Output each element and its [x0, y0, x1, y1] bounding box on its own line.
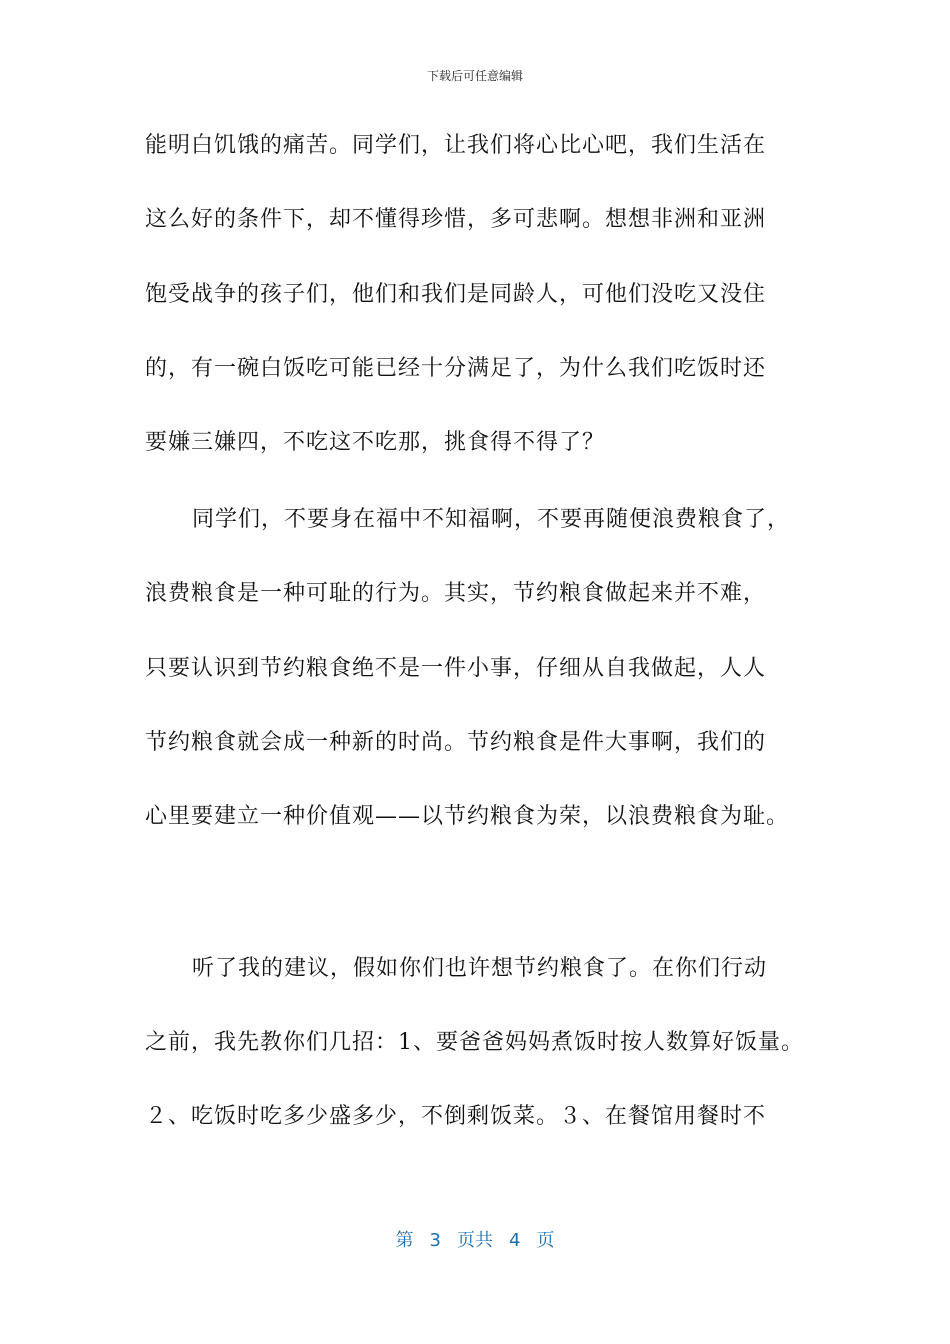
body-line: 同学们，不要身在福中不知福啊，不要再随便浪费粮食了，	[192, 507, 791, 532]
body-line: 节约粮食就会成一种新的时尚。节约粮食是件大事啊，我们的	[145, 730, 767, 755]
header-note: 下载后可任意编辑	[426, 69, 523, 83]
body-line: 的，有一碗白饭吃可能已经十分满足了，为什么我们吃饭时还	[145, 356, 767, 381]
footer-middle: 页共	[457, 1230, 493, 1251]
body-line: 之前，我先教你们几招：1、要爸爸妈妈煮饭时按人数算好饭量。	[145, 1030, 804, 1055]
footer-current-page: 3	[429, 1230, 441, 1251]
body-line: 浪费粮食是一种可耻的行为。其实，节约粮食做起来并不难，	[145, 581, 767, 606]
body-line: 饱受战争的孩子们，他们和我们是同龄人，可他们没吃又没住	[145, 282, 767, 307]
body-line: 听了我的建议，假如你们也许想节约粮食了。在你们行动	[192, 956, 768, 981]
footer-suffix: 页	[536, 1230, 555, 1251]
body-line: ２、吃饭时吃多少盛多少，不倒剩饭菜。３、在餐馆用餐时不	[145, 1104, 767, 1129]
body-line: 心里要建立一种价值观——以节约粮食为荣，以浪费粮食为耻。	[145, 804, 790, 829]
footer-total-pages: 4	[509, 1230, 521, 1251]
body-line: 要嫌三嫌四，不吃这不吃那，挑食得不得了？	[145, 430, 606, 455]
body-line: 只要认识到节约粮食绝不是一件小事，仔细从自我做起，人人	[145, 656, 767, 681]
body-line: 这么好的条件下，却不懂得珍惜，多可悲啊。想想非洲和亚洲	[145, 207, 767, 232]
body-line: 能明白饥饿的痛苦。同学们，让我们将心比心吧，我们生活在	[145, 133, 767, 158]
footer-prefix: 第	[395, 1230, 414, 1251]
page-number-footer	[0, 1226, 950, 1252]
